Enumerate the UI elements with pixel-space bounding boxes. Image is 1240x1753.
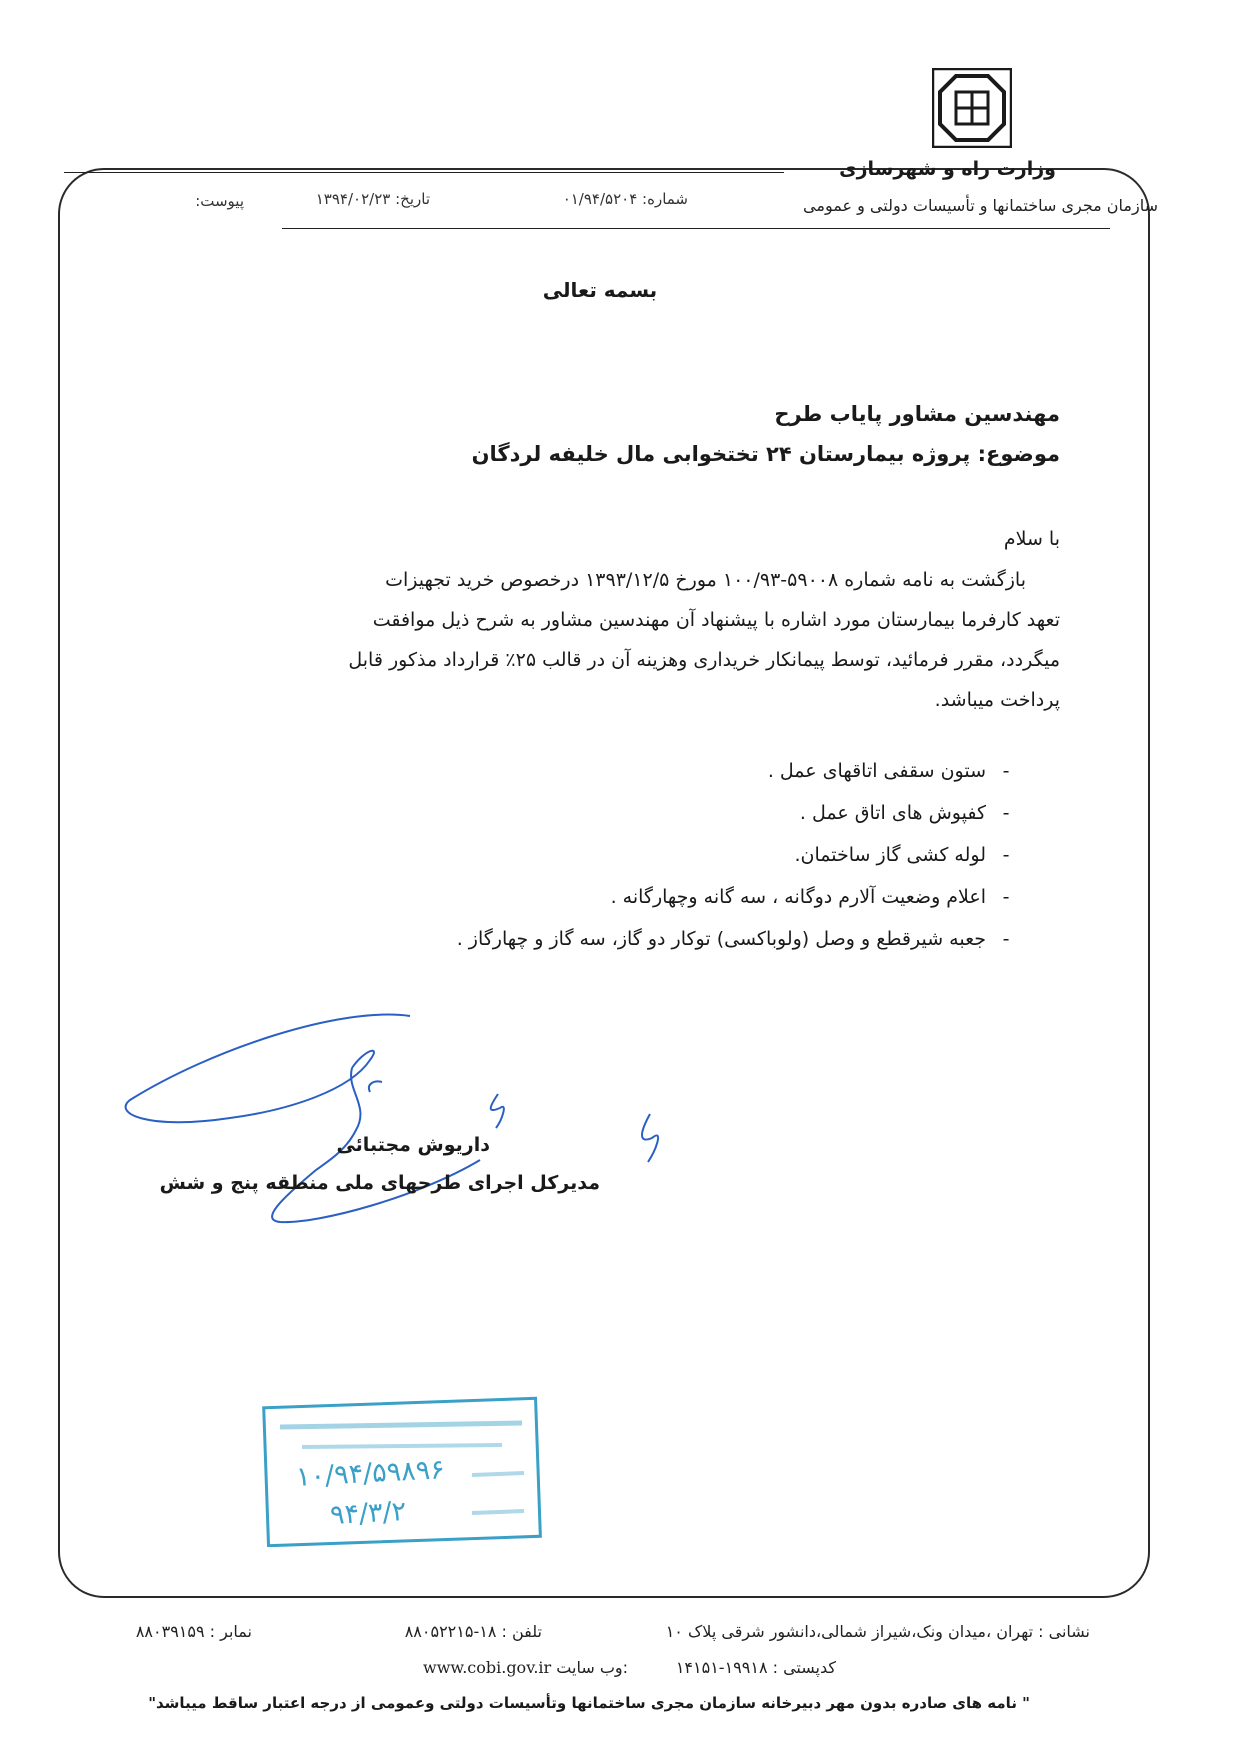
signatory-title: مدیرکل اجرای طرحهای ملی منطقه پنج و شش bbox=[159, 1172, 600, 1194]
body-line: پرداخت میباشد. bbox=[934, 689, 1060, 711]
list-marker: - bbox=[1002, 802, 1010, 824]
body-line: تعهد کارفرما بیمارستان مورد اشاره با پیشنهاد آن مهندسین مشاور به شرح ذیل موافقت bbox=[372, 609, 1060, 631]
stamp-date: ۹۴/۳/۲ bbox=[329, 1496, 407, 1531]
list-item-text: ستون سقفی اتاقهای عمل . bbox=[767, 760, 986, 782]
footer-address: نشانی : تهران ،میدان ونک،شیراز شمالی،دانشور شرقی پلاک ۱۰ bbox=[665, 1622, 1090, 1641]
list-marker: - bbox=[1002, 844, 1010, 866]
footer-phone: تلفن : ۱۸-۸۸۰۵۲۲۱۵ bbox=[404, 1622, 542, 1641]
body-paragraph bbox=[144, 560, 1060, 720]
list-marker: - bbox=[1002, 886, 1010, 908]
list-item-text: کفپوش های اتاق عمل . bbox=[799, 802, 986, 824]
list-item bbox=[266, 844, 1026, 886]
organization-name: سازمان مجری ساختمانها و تأسیسات دولتی و عمومی bbox=[803, 196, 1158, 215]
date-value: ۱۳۹۴/۰۲/۲۳ bbox=[315, 190, 391, 208]
list-marker: - bbox=[1002, 760, 1010, 782]
handwritten-signature bbox=[120, 1010, 680, 1250]
subject: موضوع: پروژه بیمارستان ۲۴ تختخوابی مال خلیفه لردگان bbox=[471, 442, 1060, 466]
footer-disclaimer: " نامه های صادره بدون مهر دبیرخانه سازمان مجری ساختمانها وتأسیسات دولتی وعمومی از درجه اعتبار ساقط میباشد" bbox=[148, 1694, 1030, 1712]
list-item-text: لوله کشی گاز ساختمان. bbox=[794, 844, 986, 866]
website-url[interactable]: www.cobi.gov.ir bbox=[423, 1658, 552, 1677]
footer-fax: نمابر : ۸۸۰۳۹۱۵۹ bbox=[135, 1622, 252, 1641]
website-label: وب سایت: bbox=[556, 1658, 628, 1677]
number-value: ۰۱/۹۴/۵۲۰۴ bbox=[562, 190, 638, 208]
date-field bbox=[290, 190, 430, 208]
body-line: بازگشت به نامه شماره ۵۹۰۰۸-۱۰۰/۹۳ مورخ ۱۳۹۳/۱۲/۵ درخصوص خرید تجهیزات bbox=[385, 569, 1026, 591]
list-item bbox=[266, 928, 1026, 970]
footer-website bbox=[388, 1658, 628, 1677]
header-rule-top bbox=[64, 172, 784, 173]
items-list bbox=[266, 760, 1026, 970]
list-marker: - bbox=[1002, 928, 1010, 950]
header-rule-bottom bbox=[282, 228, 1110, 229]
attachment-label: پیوست: bbox=[195, 192, 244, 210]
recipient: مهندسین مشاور پایاب طرح bbox=[774, 402, 1060, 426]
list-item-text: اعلام وضعیت آلارم دوگانه ، سه گانه وچهارگانه . bbox=[610, 886, 986, 908]
body-line: میگردد، مقرر فرمائید، توسط پیمانکار خریداری وهزینه آن در قالب ۲۵٪ قرارداد مذکور قابل bbox=[348, 649, 1060, 671]
number-field bbox=[540, 190, 688, 208]
greeting: با سلام bbox=[1003, 528, 1060, 550]
date-label: تاریخ: bbox=[395, 190, 430, 208]
stamp-number: ۱۰/۹۴/۵۹۸۹۶ bbox=[295, 1454, 446, 1493]
ministry-logo-icon bbox=[932, 68, 1012, 148]
list-item bbox=[266, 886, 1026, 928]
signatory-name: داریوش مجتبائی bbox=[336, 1134, 490, 1156]
footer-postal-code: کدپستی : ۱۹۹۱۸-۱۴۱۵۱ bbox=[675, 1658, 836, 1677]
list-item bbox=[266, 760, 1026, 802]
ministry-name: وزارت راه و شهرسازی bbox=[839, 158, 1056, 180]
list-item-text: جعبه شیرقطع و وصل (ولوباکسی) توکار دو گاز، سه گاز و چهارگاز . bbox=[456, 928, 986, 950]
list-item bbox=[266, 802, 1026, 844]
invocation: بسمه تعالی bbox=[542, 278, 658, 302]
number-label: شماره: bbox=[642, 190, 688, 208]
